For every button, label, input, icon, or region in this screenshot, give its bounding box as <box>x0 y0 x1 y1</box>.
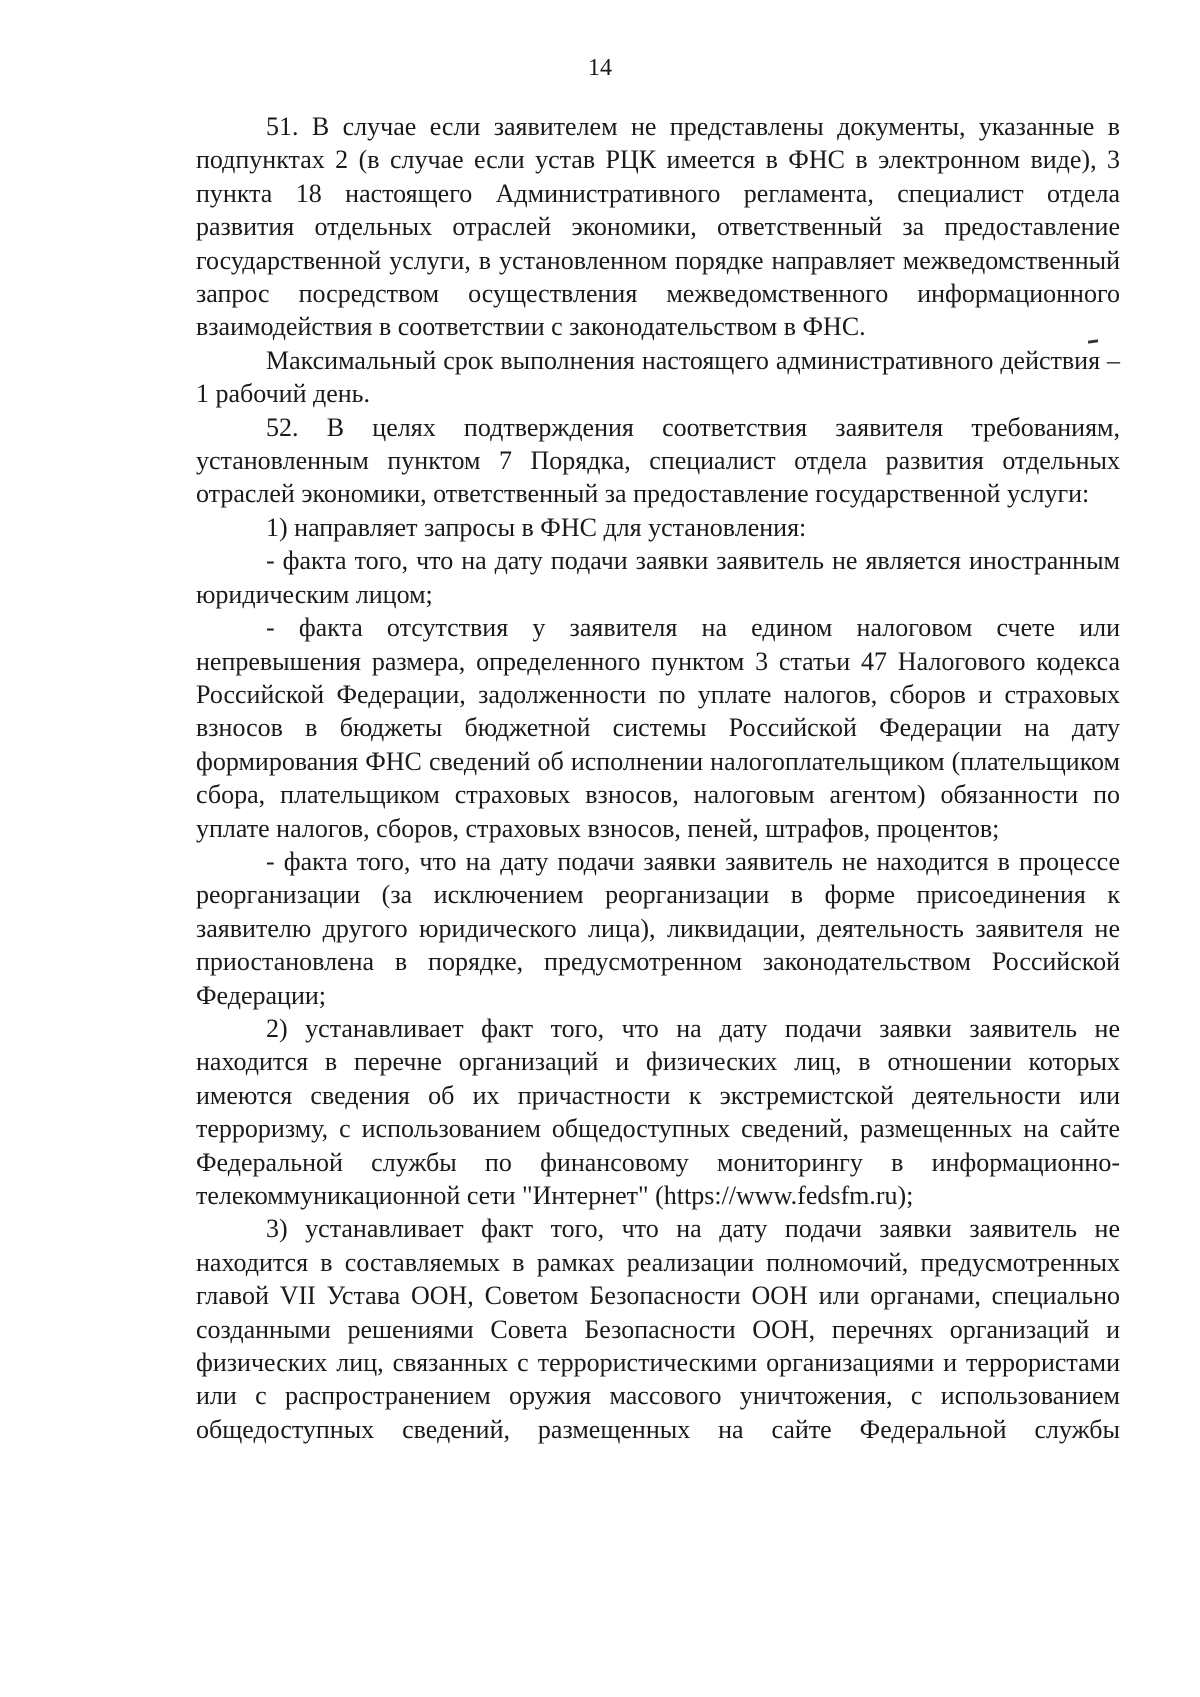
paragraph-52: 52. В целях подтверждения соответствия заявителя требованиям, установленным пунктом 7 Порядка, специалист отдела развития отдельных отраслей экономики, ответственный за предоставление государственной услуги: <box>196 412 1120 509</box>
document-body <box>196 110 1120 1446</box>
paragraph-52-item-1: 1) направляет запросы в ФНС для установления: <box>266 512 807 542</box>
paragraph-52-item-2: 2) устанавливает факт того, что на дату подачи заявки заявитель не находится в перечне организаций и физических лиц, в отношении которых имеются сведения об их причастности к экстремистской деятельности или терроризму, с использованием общедоступных сведений, размещенных на сайте Федеральной службы по финансовому мониторингу в информационно-телекоммуникационной сети "Интернет" (https://www.fedsfm.ru); <box>196 1013 1120 1210</box>
page-number: 14 <box>588 55 612 81</box>
paragraph-52-item-3: 3) устанавливает факт того, что на дату подачи заявки заявитель не находится в составляемых в рамках реализации полномочий, предусмотренных главой VII Устава ООН, Советом Безопасности ООН или органами, специально созданными решениями Совета Безопасности ООН, перечнях организаций и физических лиц, связанных с террористическими организациями и террористами или с распространением оружия массового уничтожения, с использованием общедоступных сведений, размещенных на сайте Федеральной службы <box>196 1214 1120 1444</box>
paragraph-52-item-1-b: - факта отсутствия у заявителя на едином налоговом счете или непревышения размера, определенного пунктом 3 статьи 47 Налогового кодекса Российской Федерации, задолженности по уплате налогов, сборов и страховых взносов в бюджеты бюджетной системы Российской Федерации на дату формирования ФНС сведений об исполнении налогоплательщиком (плательщиком сбора, плательщиком страховых взносов, налоговым агентом) обязанности по уплате налогов, сборов, страховых взносов, пеней, штрафов, процентов; <box>196 613 1120 843</box>
paragraph-51: 51. В случае если заявителем не представлены документы, указанные в подпунктах 2 (в случае если устав РЦК имеется в ФНС в электронном виде), 3 пункта 18 настоящего Административного регламента, специалист отдела развития отдельных отраслей экономики, ответственный за предоставление государственной услуги, в установленном порядке направляет межведомственный запрос посредством осуществления межведомственного информационного взаимодействия в соответствии с законодательством в ФНС. <box>196 112 1120 342</box>
paragraph-52-item-1-c: - факта того, что на дату подачи заявки заявитель не находится в процессе реорганизации (за исключением реорганизации в форме присоединения к заявителю другого юридического лица), ликвидации, деятельность заявителя не приостановлена в порядке, предусмотренном законодательством Российской Федерации; <box>196 846 1120 1010</box>
paragraph-51-deadline: Максимальный срок выполнения настоящего административного действия – 1 рабочий день. <box>196 345 1120 409</box>
paragraph-52-item-1-a: - факта того, что на дату подачи заявки заявитель не является иностранным юридическим лицом; <box>196 546 1120 609</box>
